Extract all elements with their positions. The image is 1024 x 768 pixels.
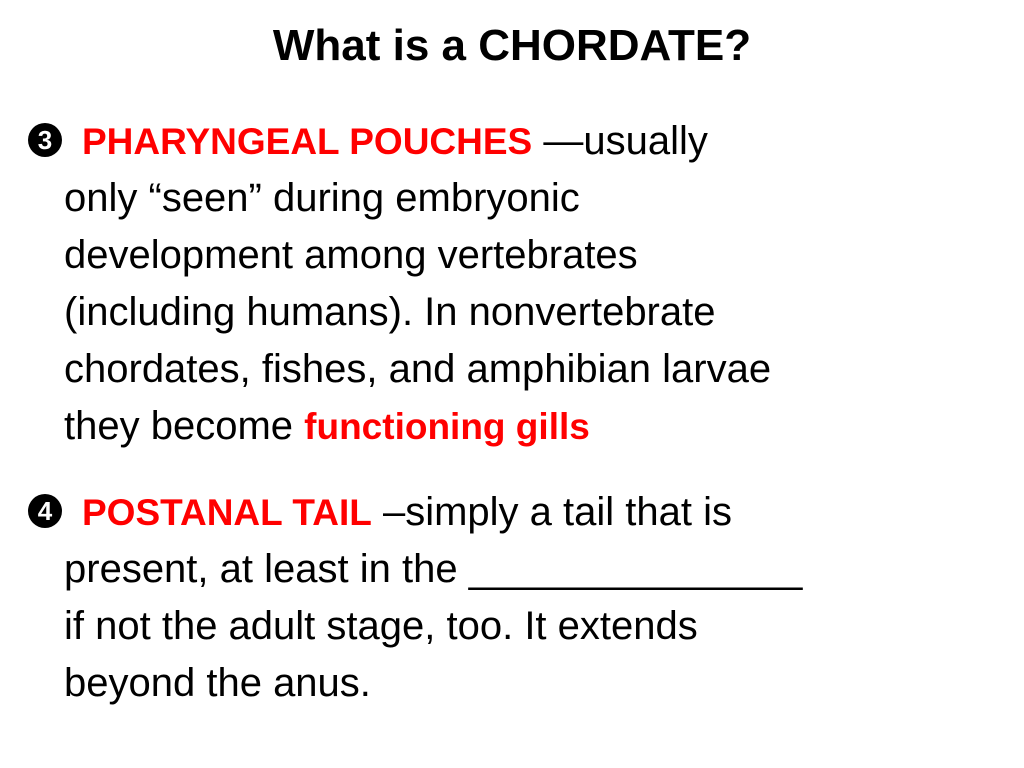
number-3-icon: 3 [28,123,62,157]
slide-title: What is a CHORDATE? [272,21,752,70]
bullet-line [28,398,988,455]
bullet-line: if not the adult stage, too. It extends [64,604,698,648]
bullet-line [28,484,988,541]
bullet-text: –simply a tail that is [371,490,732,534]
bullet-term: PHARYNGEAL POUCHES [82,121,533,162]
bullet-text: —usually [532,119,708,163]
bullet-line: beyond the anus. [64,661,371,705]
bullet-pharyngeal-pouches [28,113,988,455]
highlight-text: functioning gills [304,406,590,447]
bullet-term: POSTANAL TAIL [82,492,372,533]
bullet-line: only “seen” during embryonic [64,176,580,220]
bullet-line [28,113,988,170]
bullet-line: chordates, fishes, and amphibian larvae [64,347,772,391]
bullet-text: they become [64,404,305,448]
bullet-postanal-tail [28,484,988,712]
number-4-icon: 4 [28,494,62,528]
bullet-line: present, at least in the _______________ [64,547,803,591]
bullet-line: (including humans). In nonvertebrate [64,290,716,334]
bullet-line: development among vertebrates [64,233,638,277]
